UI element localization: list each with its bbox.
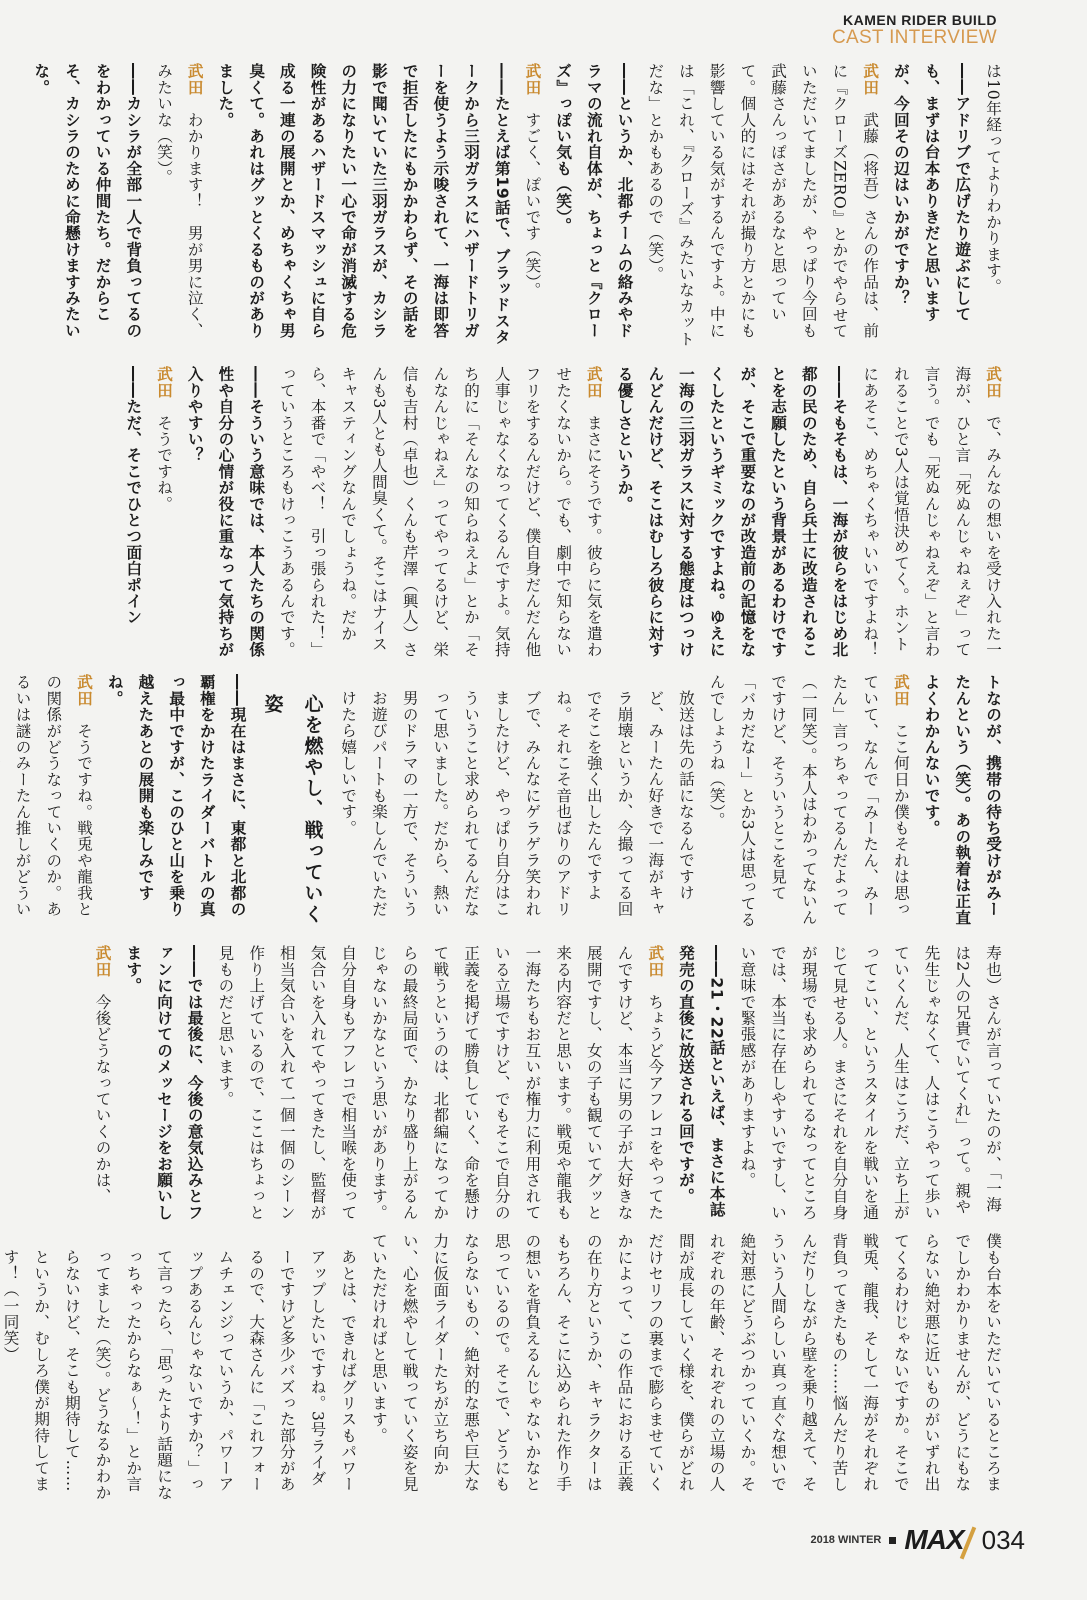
answer bbox=[517, 63, 548, 349]
separator-square bbox=[889, 1537, 896, 1544]
interview-question: ――現在はまさに、東都と北都の覇権をかけたライダーバトルの真っ最中ですが、このひと山を乗り越えたあとの展開も楽しみですね。 bbox=[105, 674, 247, 917]
speaker-label: 武田 bbox=[523, 63, 542, 96]
interview-question: ――そもそもは、一海が彼らをはじめ北都の民のため、自ら兵士に改造されることを志願したという背景があるわけですが、そこで重要なのが改造前の記憶をなくしたというギミックですよね。ゆえに一海の三羽ガラスに対する態度はつっけんどんだけど、そこはむしろ彼らに対する優しさというか。 bbox=[615, 366, 849, 658]
answer-text: そうですね。 bbox=[155, 414, 174, 512]
text-tier-5 bbox=[1, 1233, 1008, 1501]
paragraph: あとは、できればグリスもパワーアップしたいですね。3号ライダーですけど多少バズった部分があるので、大森さんに「これフォームチェンジっていうか、パワーアップあるんじゃないですか？」って言ったら、「思ったより話題になっちゃったからなぁ～！」とか言ってました（笑）。どうなるかわからないけど、そこも期待して……というか、むしろ僕が期待してます！（一同笑） bbox=[1, 1248, 358, 1500]
interview-question: ――そういう意味では、本人たちの関係性や自分の心情が役に重なって気持ちが入りやすい？ bbox=[185, 366, 266, 658]
text-tier-2 bbox=[62, 366, 1008, 662]
speaker-label: 武田 bbox=[93, 945, 112, 978]
text-tier-1 bbox=[32, 63, 1008, 349]
answer-text: 今後どうなっていくのかは、 bbox=[93, 993, 112, 1205]
answer-text: で、みんなの想いを受け入れた一海が、ひと言「死ぬんじゃねぇぞ」って言う。でも「死ぬんじゃねえぞ」と言われることで3人は覚悟決めてく。ホントにあそこ、めちゃくちゃいいですよね！ bbox=[861, 366, 1002, 658]
speaker-label: 武田 bbox=[861, 63, 880, 96]
paragraph: 僕も台本をいただいているところまでしかわかりませんが、どうにもならない絶対悪に近いものがいずれ出てくるわけじゃないですか。そこで戦兎、龍我、そして一海がそれぞれ背負ってきたもの……悩んだり苦しんだりしながら壁を乗り越えて、そういう人間らしい真っ直ぐな想いで絶対悪にどうぶつかっていくか。それぞれの年齢、それぞれの立場の人間が成長していく様を、僕らがどれだけセリフの裏まで膨らませていくかによって、この作品における正義の在り方というか、キャラクターはもちろん、そこに込められた作り手の想いを背負えるんじゃないかなと思っているので。そこで、どうにもならないもの、絶対的な悪や巨大な力に仮面ライダーたちが立ち向かい、心を燃やして戦っていく姿を見ていただければと思います。 bbox=[369, 1233, 1002, 1493]
answer bbox=[271, 366, 609, 662]
page-header bbox=[832, 12, 997, 48]
section-title: CAST INTERVIEW bbox=[831, 27, 997, 48]
interview-question: ――では最後に、今後の意気込みとファンに向けてのメッセージをお願いします。 bbox=[124, 945, 204, 1221]
interview-question: ――ただ、そこでひとつ面白ポイン bbox=[124, 366, 143, 626]
speaker-label: 武田 bbox=[646, 945, 665, 978]
series-title: KAMEN RIDER BUILD bbox=[843, 12, 997, 28]
interview-question: ――アドリブで広げたり遊ぶにしても、まずは台本ありきだと思いますが、今回その辺はいかがですか？ bbox=[891, 63, 972, 323]
issue-label: 2018 WINTER bbox=[810, 1534, 882, 1546]
text-tier-3 bbox=[13, 674, 1008, 932]
speaker-label: 武田 bbox=[984, 366, 1002, 399]
paragraph: 寿也）さんが言っていたのが、「一海は2人の兄貴でいてくれ」って。親や先生じゃなくて、人はこうやって歩いていくんだ、人生はこうだ、立ち上がってこい、というスタイルを戦いを通じて見せる人。まさにそれを自分自身が現場でも求められてるなってところでは、本当に存在しやすいですし、いい意味で緊張感がありますよね。 bbox=[738, 945, 1002, 1221]
answer bbox=[87, 945, 118, 1221]
answer-text: すごく、ぽいです（笑）。 bbox=[523, 111, 542, 299]
interview-question: ――21・22話といえば、まさに本誌発売の直後に放送される回ですが。 bbox=[676, 945, 726, 1218]
answer-text: ここ何日か僕もそれは思っていて、なんで「みーたん、みーたん」言っちゃってるんだよって（一同笑）。本人はわかってないんですけど、そういうとこを見て「バカだなー」とか3人は思ってるんでしょうね（笑）。 bbox=[707, 674, 910, 928]
answer bbox=[148, 366, 179, 662]
answer-text: ちょうど今アフレコをやってたんですけど、本当に男の子が大好きな展開ですし、女の子も観ていてグッと来る内容だと思います。戦兎や龍我も一海たちもお互いが権力に利用されている立場ですけど、でもそこで自分の正義を掲げて勝負していく、命を懸けて戦うというのは、北都編になってからの最終局面で、かなり盛り上がるんじゃないかなという思いがあります。自分自身もアフレコで相当喉を使って気合いを入れてやってきたし、監督が相当気合いを入れて一個一個のシーン作り上げているので、ここはちょっと見ものだと思います。 bbox=[216, 945, 665, 1221]
paragraph: は10年経ってよりわかります。 bbox=[984, 63, 1002, 295]
answer-text: まさにそうです。彼らに気を遣わせたくないから。でも、劇中で知らないフリをするんだけど、僕自身だんだん他人事じゃなくなってくるんですよ。気持ち的に「そんなの知らねえよ」とか「そんなんじゃねえ」ってやってるけど、栄信も吉村（卓也）くんも芹澤（興人）さんも3人とも人間臭くて。そこはナイスキャスティングなんでしょうね。だから、本番で「やべ！ 引っ張られた！」っていうところもけっこうあるんです。 bbox=[277, 366, 603, 658]
answer bbox=[210, 945, 671, 1221]
page-footer bbox=[810, 1520, 1025, 1560]
answer bbox=[854, 366, 1008, 662]
answer bbox=[640, 63, 886, 349]
answer bbox=[0, 674, 99, 932]
answer bbox=[701, 674, 916, 932]
text-tier-4 bbox=[62, 945, 1008, 1221]
answer bbox=[148, 63, 209, 349]
answer-text: わかります！ 男が男に泣く、みたいな（笑）。 bbox=[155, 63, 204, 339]
interview-question: ――たとえば第19話で、ブラッドスタークから三羽ガラスにハザードトリガーを使うよう示唆されて、一海は即答で拒否したにもかかわらず、その話を影で聞いていた三羽ガラスが、カシラの力になりたい一心で命が消滅する危険性があるハザードスマッシュに自ら成る一連の展開とか、めちゃくちゃ男臭くて。あれはグッとくるものがありました。 bbox=[216, 63, 511, 346]
magazine-name: MAX bbox=[904, 1524, 964, 1555]
page-number: 034 bbox=[981, 1524, 1025, 1555]
paragraph: トなのが、携帯の待ち受けがみーたんという（笑）。あの執着は正直よくわかんないです。 bbox=[922, 674, 1002, 926]
speaker-label: 武田 bbox=[891, 674, 910, 707]
section-headline: 心を燃やし、戦っていく姿 bbox=[261, 694, 324, 925]
speaker-label: 武田 bbox=[155, 366, 174, 399]
paragraph: 放送は先の話になるんですけど、みーたん好きで一海がキャラ崩壊というか、今撮ってる回でそこを強く出したんですよね。それこそ音也ばりのアドリブで、みんなにゲラゲラ笑われましたけど、やっぱり自分はこういうこと求められてるんだなって思いました。だから、熱い男のドラマの一方で、そういうお遊びパートも楽しんでいただけたら嬉しいです。 bbox=[339, 689, 695, 917]
magazine-logo bbox=[904, 1524, 963, 1556]
answer-text: そうですね。戦兎や龍我との関係がどうなっていくのか。あるいは謎のみーたん推しがどうい bbox=[13, 674, 94, 918]
answer-text: 武藤（将吾）さんの作品は、前に『クローズZERO』とかでやらせていただいてましたが、やっぱり今回も武藤さんっぽさがあるなと思っていて。個人的にはそれが撮り方とかにも影響している気がするんですよ。中には「これ、『クローズ』みたいなカットだな」とかもあるので（笑）。 bbox=[646, 63, 880, 347]
speaker-label: 武田 bbox=[584, 366, 603, 399]
speaker-label: 武田 bbox=[185, 63, 204, 96]
speaker-label: 武田 bbox=[75, 674, 94, 707]
interview-question: ――というか、北都チームの絡みやドラマの流れ自体が、ちょっと『クローズ』っぽい気も（笑）。 bbox=[554, 63, 634, 339]
interview-question: ――カシラが全部一人で背負ってるのをわかっている仲間たち。だからこそ、カシラのために命懸けますみたいな。 bbox=[32, 63, 143, 339]
